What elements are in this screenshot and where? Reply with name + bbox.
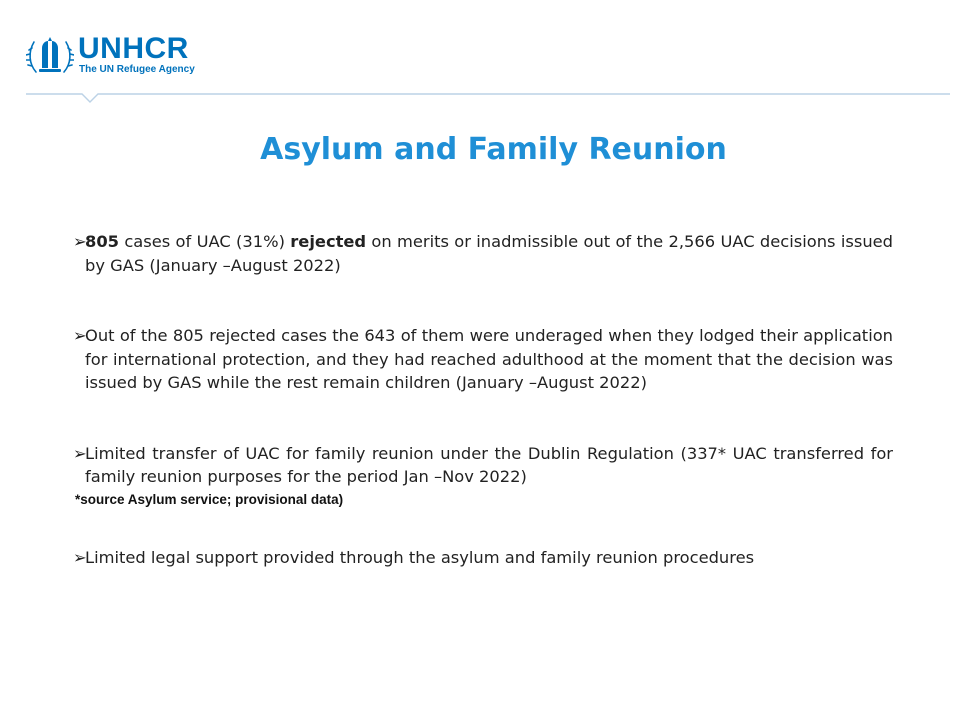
bullet-text: Limited legal support provided through the asylum and family reunion procedures [85,547,755,567]
bullet-item [75,324,893,395]
bullet-item [75,230,893,277]
bullet-item [75,546,893,570]
bullet-item [75,442,893,509]
slide-header [0,0,960,110]
bullet-text: Out of the 805 rejected cases the 643 of them were underaged when they lodged their application for international protection, and they had reached adulthood at the moment that the decision was issued by GAS while the rest remain children (January –August 2022) [85,326,893,392]
bullet-text-bold: rejected [290,232,367,251]
arrow-bullet-icon: ➢ [73,547,87,567]
logo-tagline: The UN Refugee Agency [79,64,195,75]
arrow-bullet-icon: ➢ [73,232,87,251]
arrow-bullet-icon: ➢ [73,326,87,345]
bullet-text: cases of UAC (31%) [119,232,291,251]
bullet-list [75,230,893,569]
bullet-text-bold: 805 [85,232,119,251]
slide-title: Asylum and Family Reunion [260,132,727,167]
header-divider [0,0,960,110]
bullet-text: on merits or inadmissible out of the 2,566 UAC decisions issued by GAS (January –August 2022) [85,232,893,275]
source-note: *source Asylum service; provisional data) [75,491,344,507]
logo-name: UNHCR [78,32,189,65]
arrow-bullet-icon: ➢ [73,443,87,463]
bullet-text: Limited transfer of UAC for family reunion under the Dublin Regulation (337* UAC transferred for family reunion purposes for the period Jan –Nov 2022) [85,443,893,486]
